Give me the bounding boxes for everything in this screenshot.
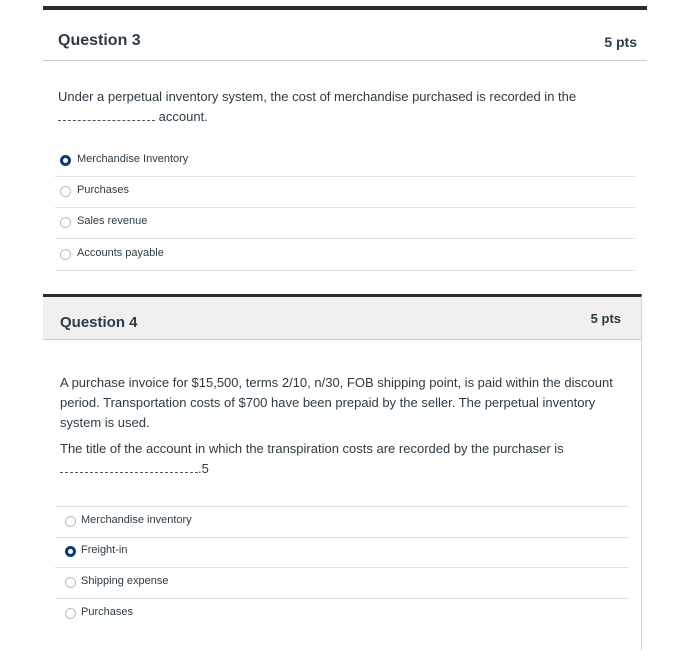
question-3-answer[interactable] — [55, 146, 635, 177]
radio-icon[interactable] — [65, 516, 76, 527]
question-4-para1-line1: A purchase invoice for $15,500, terms 2/10, n/30, FOB shipping point, is paid within the discount — [60, 375, 613, 390]
question-4-para1-line3: system is used. — [60, 415, 150, 430]
answer-label: Merchandise inventory — [81, 514, 192, 526]
question-4-paragraph-2 — [60, 439, 564, 479]
question-3-blank — [58, 120, 155, 121]
question-3-answer[interactable] — [55, 177, 635, 208]
question-4-answer[interactable] — [55, 568, 629, 599]
question-4-answer[interactable] — [55, 506, 629, 538]
radio-icon[interactable] — [60, 217, 71, 228]
radio-icon[interactable] — [65, 608, 76, 619]
question-4-card — [43, 294, 642, 650]
question-3-answer[interactable] — [55, 240, 635, 271]
question-4-header — [43, 297, 641, 340]
question-4-blank — [60, 472, 198, 473]
question-4-paragraph-1 — [60, 373, 613, 433]
answer-label: Accounts payable — [77, 247, 164, 259]
radio-icon[interactable] — [60, 186, 71, 197]
question-4-points: 5 pts — [590, 311, 621, 326]
answer-label: Purchases — [81, 606, 133, 618]
question-3-text — [58, 87, 576, 127]
answer-label: Merchandise Inventory — [77, 153, 189, 165]
radio-icon[interactable] — [60, 249, 71, 260]
question-4-title: Question 4 — [60, 314, 138, 331]
question-3-text-line1: Under a perpetual inventory system, the cost of merchandise purchased is recorded in the — [58, 89, 577, 104]
answer-label: Freight-in — [81, 544, 128, 556]
question-4-answer[interactable] — [55, 537, 629, 568]
question-4-para1-line2: period. Transportation costs of $700 have been prepaid by the seller. The perpetual inventory — [60, 395, 596, 410]
answer-label: Purchases — [77, 184, 129, 196]
question-4-para2-line2: .5 — [198, 461, 209, 476]
answer-label: Shipping expense — [81, 575, 169, 587]
question-3-answer[interactable] — [55, 208, 635, 239]
radio-selected-icon[interactable] — [65, 546, 76, 557]
question-3-header — [43, 10, 647, 61]
radio-icon[interactable] — [65, 577, 76, 588]
question-3-text-line2: account. — [158, 109, 208, 124]
question-3-points: 5 pts — [604, 34, 637, 50]
answer-label: Sales revenue — [77, 215, 148, 227]
question-4-answer[interactable] — [55, 599, 629, 629]
question-3-title: Question 3 — [58, 32, 141, 49]
radio-selected-icon[interactable] — [60, 155, 71, 166]
question-3-card — [43, 6, 647, 285]
question-4-para2-line1: The title of the account in which the transpiration costs are recorded by the purchaser is — [60, 441, 564, 456]
